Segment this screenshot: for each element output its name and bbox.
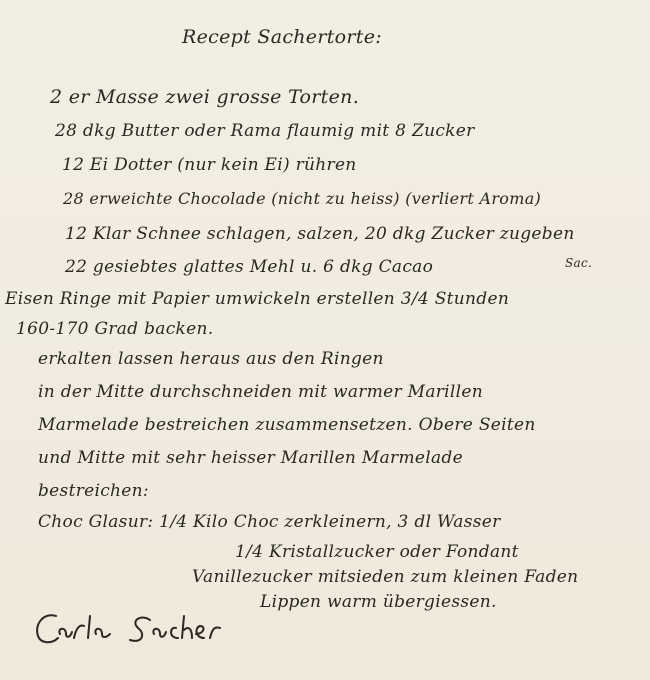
recipe-line: 22 gesiebtes glattes Mehl u. 6 dkg Cacao	[65, 257, 434, 277]
recipe-line: 28 erweichte Chocolade (nicht zu heiss) (verliert Aroma)	[63, 189, 542, 208]
recipe-line: 12 Ei Dotter (nur kein Ei) rühren	[62, 155, 357, 175]
recipe-line: Vanillezucker mitsieden zum kleinen Faden	[192, 567, 579, 587]
recipe-line: 160-170 Grad backen.	[16, 319, 214, 339]
recipe-line: 12 Klar Schnee schlagen, salzen, 20 dkg Zucker zugeben	[65, 224, 575, 244]
recipe-line: bestreichen:	[38, 481, 149, 501]
recipe-line: in der Mitte durchschneiden mit warmer Marillen	[38, 382, 484, 402]
recipe-line: Sac.	[565, 256, 593, 270]
recipe-line: Choc Glasur: 1/4 Kilo Choc zerkleinern, 3 dl Wasser	[38, 512, 501, 532]
recipe-line: 2 er Masse zwei grosse Torten.	[50, 86, 360, 108]
recipe-line: 28 dkg Butter oder Rama flaumig mit 8 Zucker	[55, 121, 475, 141]
handwritten-signature	[30, 598, 230, 658]
recipe-title: Recept Sachertorte:	[182, 26, 382, 48]
recipe-line: erkalten lassen heraus aus den Ringen	[38, 349, 384, 369]
recipe-line: Lippen warm übergiessen.	[260, 592, 497, 612]
recipe-line: Eisen Ringe mit Papier umwickeln erstellen 3/4 Stunden	[5, 289, 510, 309]
recipe-line: 1/4 Kristallzucker oder Fondant	[235, 542, 519, 562]
recipe-line: und Mitte mit sehr heisser Marillen Marmelade	[38, 448, 463, 468]
recipe-line: Marmelade bestreichen zusammensetzen. Obere Seiten	[38, 415, 536, 435]
